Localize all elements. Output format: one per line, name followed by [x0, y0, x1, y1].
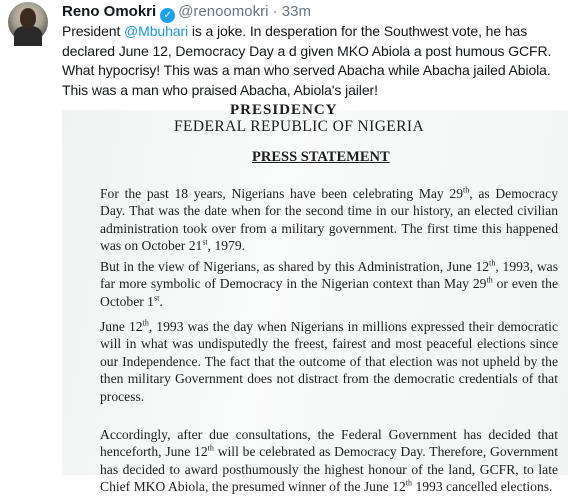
document-paragraph: Accordingly, after due consultations, the Federal Government has decided that henceforth, June 12th will be celebrated as Democracy Day. Therefore, Government has decided to award posthumously the highest honour of the land, GCFR, to late Chief MKO Abiola, the presumed winner of the June 12th 1993 cancelled elections. — [100, 427, 558, 495]
document-heading-country: FEDERAL REPUBLIC OF NIGERIA — [174, 118, 425, 135]
tweet-text-part: is a joke. In desperation for the Southwest vote, he has declared June 12, Democracy Day a d given MKO Abiola a post humous GCFR. What hypocrisy! This was a man who served Abacha while Abacha jailed Abiola. This was a man who praised Abacha, Abiola's jailer! — [62, 23, 552, 98]
verified-icon: ✓ — [160, 8, 175, 23]
author-handle[interactable]: @renoomokri — [178, 3, 269, 20]
avatar[interactable] — [8, 2, 48, 42]
document-paragraph: For the past 18 years, Nigerians have been celebrating May 29th, as Democracy Day. That was the date when for the second time in our history, an elected civilian administration took over from a military government. The first time this happened was on October 21st, 1979. — [100, 185, 558, 254]
author-name[interactable]: Reno Omokri — [62, 3, 157, 20]
tweet-text-part: President — [62, 23, 125, 39]
avatar-body-shape — [14, 26, 42, 46]
tweet-timestamp[interactable]: 33m — [281, 3, 311, 20]
document-paragraph: But in the view of Nigerians, as shared by this Administration, June 12th, 1993, was far more symbolic of Democracy in the Nigerian context than May 29th or even the October 1st. — [100, 258, 558, 309]
mention-link[interactable]: @Mbuhari — [124, 23, 189, 39]
attached-photo[interactable] — [62, 102, 568, 495]
document-title: PRESS STATEMENT — [252, 149, 390, 165]
avatar-face-shape — [20, 8, 36, 28]
tweet-header — [62, 3, 311, 23]
tweet-text — [62, 22, 562, 100]
document-heading-presidency: PRESIDENCY — [230, 102, 338, 118]
document-paragraph: June 12th, 1993 was the day when Nigerians in millions expressed their democratic will in what was undisputedly the freest, fairest and most peaceful elections since our Independence. The fact that the outcome of that election was not upheld by the then military Government does not distract from the democratic credentials of that process. — [100, 318, 558, 404]
separator-dot: · — [272, 3, 278, 20]
